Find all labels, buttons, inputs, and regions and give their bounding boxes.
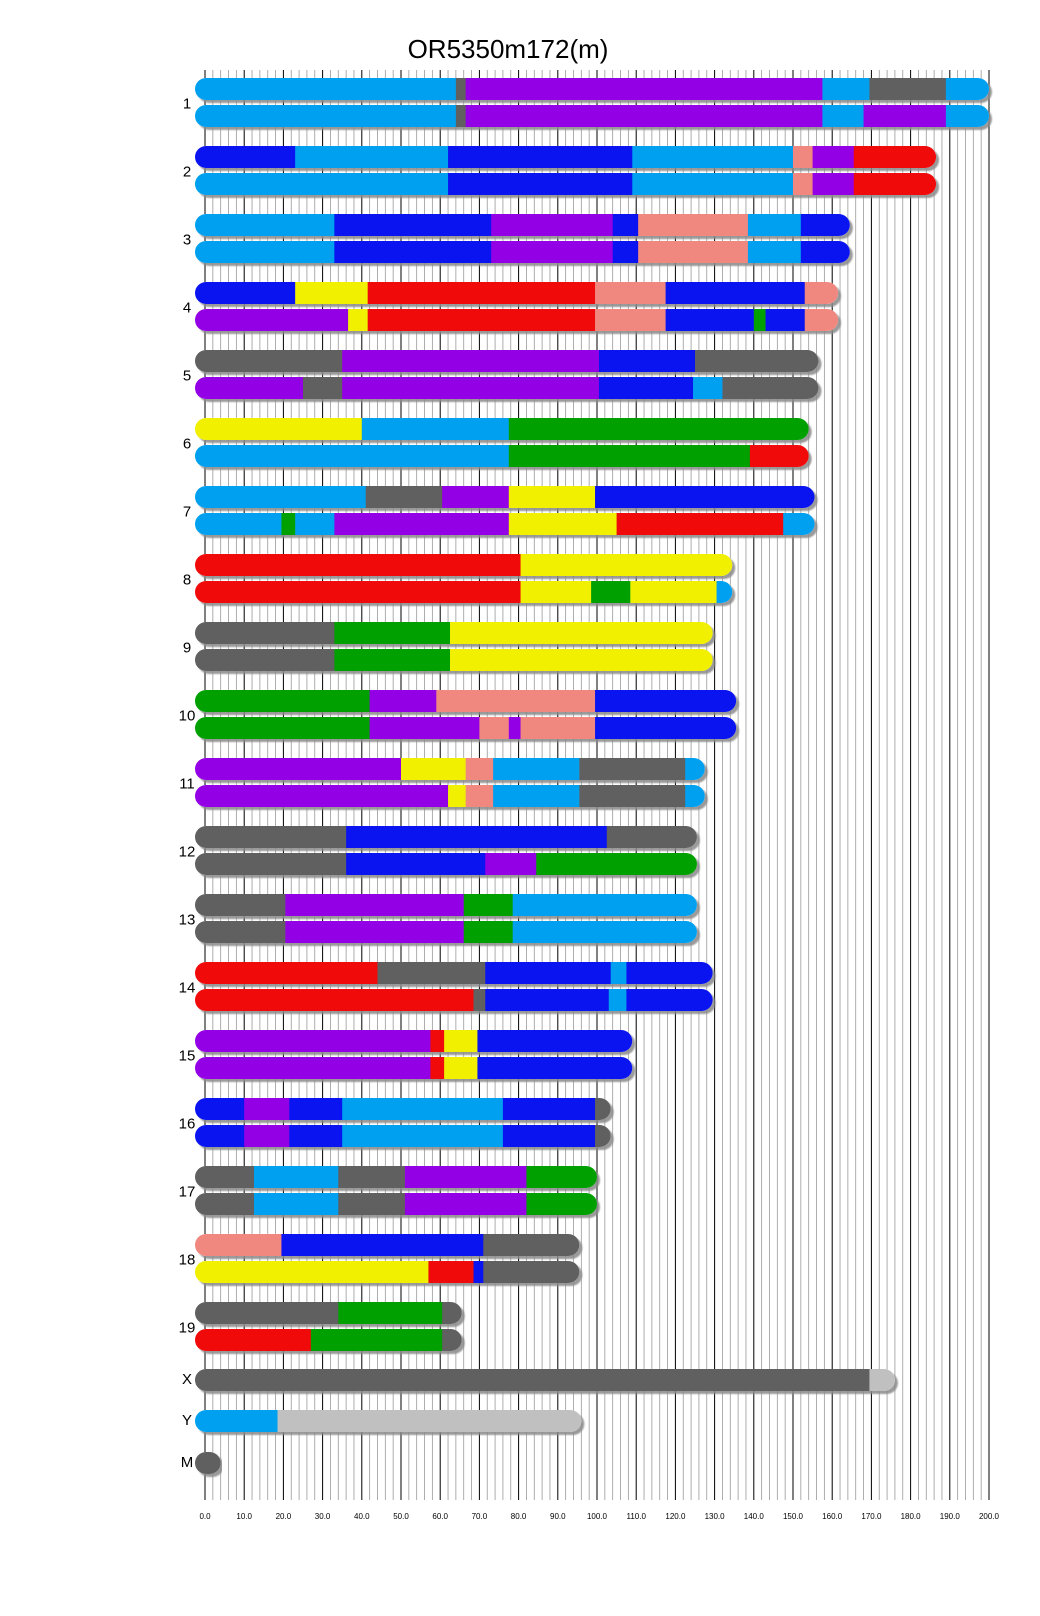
segment-lightblue bbox=[783, 513, 815, 535]
segment-yellow bbox=[509, 513, 617, 535]
segment-purple bbox=[370, 690, 437, 712]
haplotype-bar bbox=[195, 690, 737, 712]
segment-purple bbox=[342, 350, 599, 372]
segment-blue bbox=[289, 1125, 342, 1147]
segment-lightgray bbox=[869, 1369, 895, 1391]
haplotype-bar bbox=[195, 1125, 611, 1147]
segment-purple bbox=[334, 513, 509, 535]
haplotype-bar bbox=[195, 894, 697, 916]
segment-lightblue bbox=[632, 146, 793, 168]
segment-lightblue bbox=[748, 241, 801, 263]
segment-lightblue bbox=[195, 1410, 278, 1432]
segment-purple bbox=[195, 1057, 431, 1079]
haplotype-bar bbox=[195, 1369, 895, 1391]
segment-lightblue bbox=[946, 105, 990, 127]
segment-purple bbox=[195, 785, 448, 807]
tick-label: 100.0 bbox=[586, 1512, 608, 1521]
haplotype-bar bbox=[195, 1166, 597, 1188]
segment-blue bbox=[503, 1125, 596, 1147]
tick-label: 30.0 bbox=[314, 1512, 331, 1521]
segment-purple bbox=[244, 1125, 289, 1147]
haplotype-bar bbox=[195, 173, 936, 195]
haplotype-bar bbox=[195, 1098, 611, 1120]
segment-blue bbox=[195, 282, 296, 304]
segment-blue bbox=[448, 146, 633, 168]
segment-lightblue bbox=[342, 1125, 503, 1147]
segment-purple bbox=[466, 105, 823, 127]
segment-green bbox=[464, 921, 513, 943]
tick-label: 60.0 bbox=[432, 1512, 448, 1521]
segment-blue bbox=[503, 1098, 596, 1120]
segment-yellow bbox=[521, 581, 592, 603]
segment-green bbox=[338, 1302, 442, 1324]
haplotype-bar bbox=[195, 105, 989, 127]
chromosome-14 bbox=[179, 962, 713, 1011]
haplotype-bar bbox=[195, 581, 733, 603]
segment-gray bbox=[579, 785, 685, 807]
tick-label: 170.0 bbox=[861, 1512, 882, 1521]
chromosome-label: 12 bbox=[178, 843, 196, 861]
chromosome-label: 18 bbox=[178, 1251, 196, 1269]
haplotype-bar bbox=[195, 1452, 221, 1474]
segment-lightblue bbox=[195, 78, 456, 100]
haplotype-bar bbox=[195, 146, 936, 168]
segment-pink bbox=[466, 758, 494, 780]
segment-gray bbox=[483, 1234, 579, 1256]
haplotype-bar bbox=[195, 554, 733, 576]
axis-tick-labels bbox=[199, 1512, 999, 1521]
haplotype-bar bbox=[195, 282, 838, 304]
segment-blue bbox=[195, 1125, 245, 1147]
segment-gray bbox=[607, 826, 698, 848]
segment-red bbox=[854, 173, 937, 195]
chromosome-label: 13 bbox=[178, 911, 196, 929]
segment-blue bbox=[613, 214, 639, 236]
chromosome-5 bbox=[183, 350, 819, 399]
haplotype-bar bbox=[195, 1057, 633, 1079]
tick-label: 110.0 bbox=[626, 1512, 646, 1521]
segment-green bbox=[464, 894, 513, 916]
chromosome-2 bbox=[183, 146, 937, 195]
haplotype-bar bbox=[195, 758, 705, 780]
chromosome-rows bbox=[179, 78, 990, 1474]
segment-lightblue bbox=[693, 377, 723, 399]
segment-gray bbox=[195, 350, 343, 372]
segment-yellow bbox=[521, 554, 733, 576]
chromosome-10 bbox=[179, 690, 737, 739]
segment-blue bbox=[801, 214, 850, 236]
segment-gray bbox=[195, 1193, 254, 1215]
segment-blue bbox=[666, 309, 755, 331]
segment-yellow bbox=[450, 649, 713, 671]
haplotype-bar bbox=[195, 377, 819, 399]
segment-blue bbox=[448, 173, 633, 195]
segment-purple bbox=[195, 309, 348, 331]
haplotype-bar bbox=[195, 214, 850, 236]
segment-blue bbox=[485, 962, 611, 984]
segment-blue bbox=[626, 962, 713, 984]
chromosome-label: 16 bbox=[178, 1115, 196, 1133]
segment-gray bbox=[338, 1193, 405, 1215]
haplotype-bar bbox=[195, 622, 713, 644]
segment-blue bbox=[474, 1261, 484, 1283]
chromosome-label: 6 bbox=[182, 435, 192, 453]
segment-gray bbox=[195, 826, 347, 848]
segment-blue bbox=[334, 214, 491, 236]
segment-lightblue bbox=[254, 1193, 339, 1215]
segment-lightblue bbox=[295, 146, 448, 168]
segment-blue bbox=[595, 690, 737, 712]
chromosome-13 bbox=[179, 894, 698, 943]
haplotype-bar bbox=[195, 921, 697, 943]
segment-blue bbox=[334, 241, 491, 263]
segment-green bbox=[754, 309, 766, 331]
segment-green bbox=[526, 1166, 597, 1188]
segment-lightblue bbox=[632, 173, 793, 195]
segment-lightblue bbox=[513, 894, 698, 916]
segment-blue bbox=[766, 309, 806, 331]
segment-red bbox=[368, 282, 596, 304]
chromosome-label: 19 bbox=[178, 1319, 196, 1337]
segment-pink bbox=[595, 282, 666, 304]
segment-blue bbox=[346, 826, 607, 848]
haplotype-bar bbox=[195, 1030, 633, 1052]
segment-blue bbox=[599, 350, 695, 372]
chromosome-label: M bbox=[180, 1453, 194, 1471]
chromosome-15 bbox=[179, 1030, 633, 1079]
segment-gray bbox=[195, 1302, 339, 1324]
segment-pink bbox=[638, 214, 748, 236]
chromosome-label: 2 bbox=[182, 163, 192, 181]
segment-yellow bbox=[630, 581, 717, 603]
tick-label: 130.0 bbox=[704, 1512, 725, 1521]
segment-green bbox=[311, 1329, 443, 1351]
tick-label: 70.0 bbox=[471, 1512, 488, 1521]
segment-red bbox=[428, 1261, 473, 1283]
chromosome-label: X bbox=[181, 1370, 193, 1388]
segment-gray bbox=[595, 1125, 611, 1147]
segment-red bbox=[195, 1329, 311, 1351]
segment-red bbox=[750, 445, 809, 467]
haplotype-bar bbox=[195, 1261, 580, 1283]
haplotype-bar bbox=[195, 785, 705, 807]
chromosome-label: 7 bbox=[182, 503, 192, 521]
segment-purple bbox=[370, 717, 480, 739]
segment-lightblue bbox=[254, 1166, 339, 1188]
haplotype-bar bbox=[195, 350, 819, 372]
segment-green bbox=[509, 445, 750, 467]
chromosome-label: 9 bbox=[182, 639, 192, 657]
chromosome-label: 8 bbox=[182, 571, 192, 589]
tick-label: 150.0 bbox=[782, 1512, 804, 1521]
segment-purple bbox=[244, 1098, 289, 1120]
segment-purple bbox=[195, 758, 401, 780]
segment-pink bbox=[805, 309, 839, 331]
segment-blue bbox=[281, 1234, 483, 1256]
haplotype-bar bbox=[195, 1193, 597, 1215]
segment-gray bbox=[195, 1452, 221, 1474]
segment-purple bbox=[509, 717, 521, 739]
segment-lightblue bbox=[513, 921, 698, 943]
segment-gray bbox=[195, 622, 335, 644]
segment-lightblue bbox=[946, 78, 990, 100]
segment-gray bbox=[195, 649, 335, 671]
segment-pink bbox=[805, 282, 839, 304]
segment-green bbox=[591, 581, 631, 603]
segment-gray bbox=[442, 1302, 462, 1324]
haplotype-bar bbox=[195, 649, 713, 671]
segment-lightblue bbox=[685, 758, 705, 780]
segment-pink bbox=[466, 785, 494, 807]
segment-lightblue bbox=[195, 513, 282, 535]
chromosome-1 bbox=[183, 78, 990, 127]
segment-yellow bbox=[448, 785, 466, 807]
tick-label: 200.0 bbox=[978, 1512, 1000, 1521]
segment-blue bbox=[195, 1098, 245, 1120]
segment-purple bbox=[864, 105, 947, 127]
segment-pink bbox=[793, 146, 813, 168]
chromosome-12 bbox=[179, 826, 698, 875]
segment-blue bbox=[626, 989, 713, 1011]
tick-label: 80.0 bbox=[510, 1512, 527, 1521]
segment-red bbox=[195, 581, 521, 603]
chromosome-label: 11 bbox=[179, 775, 195, 793]
chromosome-label: 14 bbox=[178, 979, 196, 997]
tick-label: 90.0 bbox=[550, 1512, 566, 1521]
segment-lightblue bbox=[195, 214, 335, 236]
segment-green bbox=[334, 622, 450, 644]
segment-gray bbox=[869, 78, 946, 100]
segment-blue bbox=[599, 377, 693, 399]
segment-red bbox=[854, 146, 937, 168]
segment-yellow bbox=[195, 418, 362, 440]
segment-pink bbox=[195, 1234, 282, 1256]
chromosome-label: 15 bbox=[178, 1047, 196, 1065]
chromosome-X bbox=[182, 1369, 895, 1391]
chromosome-7 bbox=[183, 486, 815, 535]
haplotype-bar bbox=[195, 962, 713, 984]
segment-blue bbox=[666, 282, 806, 304]
segment-gray bbox=[195, 921, 286, 943]
tick-label: 50.0 bbox=[393, 1512, 409, 1521]
segment-gray bbox=[338, 1166, 405, 1188]
segment-gray bbox=[366, 486, 443, 508]
segment-purple bbox=[342, 377, 599, 399]
chromosome-11 bbox=[179, 758, 705, 807]
segment-red bbox=[195, 962, 378, 984]
segment-purple bbox=[485, 853, 536, 875]
segment-gray bbox=[195, 1166, 254, 1188]
segment-blue bbox=[595, 486, 815, 508]
tick-label: 40.0 bbox=[354, 1512, 370, 1521]
segment-lightblue bbox=[195, 105, 456, 127]
haplotype-bar bbox=[195, 1329, 462, 1351]
segment-purple bbox=[813, 146, 855, 168]
chromosome-Y bbox=[182, 1410, 582, 1432]
segment-red bbox=[195, 554, 521, 576]
haplotype-bar bbox=[195, 1234, 580, 1256]
segment-gray bbox=[442, 1329, 462, 1351]
segment-lightblue bbox=[195, 445, 509, 467]
chromosome-19 bbox=[179, 1302, 463, 1351]
segment-yellow bbox=[295, 282, 368, 304]
segment-gray bbox=[483, 1261, 579, 1283]
segment-lightblue bbox=[295, 513, 335, 535]
segment-lightblue bbox=[195, 486, 366, 508]
segment-blue bbox=[801, 241, 850, 263]
segment-lightblue bbox=[362, 418, 509, 440]
segment-lightblue bbox=[748, 214, 801, 236]
segment-green bbox=[509, 418, 809, 440]
segment-red bbox=[430, 1030, 444, 1052]
haplotype-bar bbox=[195, 78, 989, 100]
segment-purple bbox=[285, 921, 464, 943]
segment-red bbox=[430, 1057, 444, 1079]
haplotype-bar bbox=[195, 717, 737, 739]
segment-pink bbox=[638, 241, 748, 263]
segment-lightblue bbox=[195, 173, 448, 195]
chromosome-18 bbox=[179, 1234, 580, 1283]
segment-green bbox=[536, 853, 697, 875]
segment-green bbox=[195, 690, 370, 712]
haplotype-bar bbox=[195, 486, 815, 508]
segment-lightblue bbox=[195, 241, 335, 263]
haplotype-bar bbox=[195, 241, 850, 263]
segment-lightblue bbox=[609, 989, 627, 1011]
tick-label: 20.0 bbox=[275, 1512, 292, 1521]
segment-yellow bbox=[509, 486, 596, 508]
segment-lightblue bbox=[685, 785, 705, 807]
haplotype-bar bbox=[195, 1410, 582, 1432]
haplotype-bar bbox=[195, 309, 838, 331]
haplotype-bar bbox=[195, 853, 697, 875]
segment-lightblue bbox=[493, 785, 580, 807]
segment-lightgray bbox=[278, 1410, 582, 1432]
haplotype-bar bbox=[195, 826, 697, 848]
haplotype-bar bbox=[195, 1302, 462, 1324]
segment-blue bbox=[477, 1030, 632, 1052]
haplotype-bar bbox=[195, 418, 809, 440]
segment-purple bbox=[813, 173, 855, 195]
segment-blue bbox=[195, 146, 296, 168]
segment-lightblue bbox=[342, 1098, 503, 1120]
segment-purple bbox=[405, 1166, 527, 1188]
segment-yellow bbox=[450, 622, 713, 644]
segment-blue bbox=[595, 717, 737, 739]
segment-gray bbox=[195, 894, 286, 916]
tick-label: 190.0 bbox=[939, 1512, 960, 1521]
segment-gray bbox=[595, 1098, 611, 1120]
segment-yellow bbox=[401, 758, 466, 780]
segment-purple bbox=[491, 241, 613, 263]
segment-lightblue bbox=[822, 78, 869, 100]
segment-pink bbox=[595, 309, 666, 331]
chromosome-label: 10 bbox=[178, 707, 196, 725]
segment-purple bbox=[466, 78, 823, 100]
segment-red bbox=[617, 513, 784, 535]
segment-blue bbox=[289, 1098, 342, 1120]
segment-gray bbox=[195, 1369, 870, 1391]
segment-yellow bbox=[348, 309, 368, 331]
segment-purple bbox=[405, 1193, 527, 1215]
segment-gray bbox=[722, 377, 818, 399]
haplotype-bar bbox=[195, 989, 713, 1011]
segment-green bbox=[281, 513, 295, 535]
segment-blue bbox=[477, 1057, 632, 1079]
segment-pink bbox=[436, 690, 595, 712]
tick-label: 160.0 bbox=[822, 1512, 843, 1521]
segment-gray bbox=[456, 78, 466, 100]
chromosome-label: 17 bbox=[178, 1183, 196, 1201]
tick-label: 180.0 bbox=[900, 1512, 921, 1521]
chromosome-6 bbox=[183, 418, 809, 467]
segment-lightblue bbox=[611, 962, 627, 984]
tick-label: 120.0 bbox=[665, 1512, 686, 1521]
segment-yellow bbox=[444, 1030, 478, 1052]
chromosome-label: 5 bbox=[182, 367, 192, 385]
segment-red bbox=[195, 989, 474, 1011]
segment-green bbox=[526, 1193, 597, 1215]
chromosome-label: 4 bbox=[182, 299, 192, 317]
segment-red bbox=[368, 309, 596, 331]
segment-green bbox=[195, 717, 370, 739]
haplotype-bar bbox=[195, 445, 809, 467]
segment-gray bbox=[695, 350, 819, 372]
chromosome-M bbox=[181, 1452, 221, 1474]
segment-purple bbox=[195, 1030, 431, 1052]
segment-purple bbox=[442, 486, 509, 508]
segment-blue bbox=[485, 989, 609, 1011]
segment-yellow bbox=[444, 1057, 478, 1079]
chromosome-label: 1 bbox=[182, 95, 192, 113]
segment-purple bbox=[491, 214, 613, 236]
chromosome-16 bbox=[179, 1098, 611, 1147]
segment-gray bbox=[474, 989, 486, 1011]
chromosome-label: 3 bbox=[182, 231, 192, 249]
segment-pink bbox=[479, 717, 509, 739]
segment-pink bbox=[521, 717, 596, 739]
haplotype-bar bbox=[195, 513, 815, 535]
tick-label: 140.0 bbox=[743, 1512, 764, 1521]
chart-title: OR5350m172(m) bbox=[407, 34, 609, 64]
segment-yellow bbox=[195, 1261, 429, 1283]
segment-purple bbox=[195, 377, 303, 399]
segment-pink bbox=[793, 173, 813, 195]
segment-gray bbox=[377, 962, 485, 984]
segment-gray bbox=[303, 377, 343, 399]
tick-label: 10.0 bbox=[236, 1512, 252, 1521]
chromosome-8 bbox=[183, 554, 733, 603]
segment-purple bbox=[285, 894, 464, 916]
segment-blue bbox=[613, 241, 639, 263]
segment-green bbox=[334, 649, 450, 671]
chromosome-label: Y bbox=[181, 1411, 193, 1429]
segment-blue bbox=[346, 853, 486, 875]
segment-gray bbox=[579, 758, 685, 780]
tick-label: 0.0 bbox=[199, 1512, 211, 1521]
segment-gray bbox=[456, 105, 466, 127]
segment-gray bbox=[195, 853, 347, 875]
segment-lightblue bbox=[822, 105, 864, 127]
segment-lightblue bbox=[493, 758, 580, 780]
